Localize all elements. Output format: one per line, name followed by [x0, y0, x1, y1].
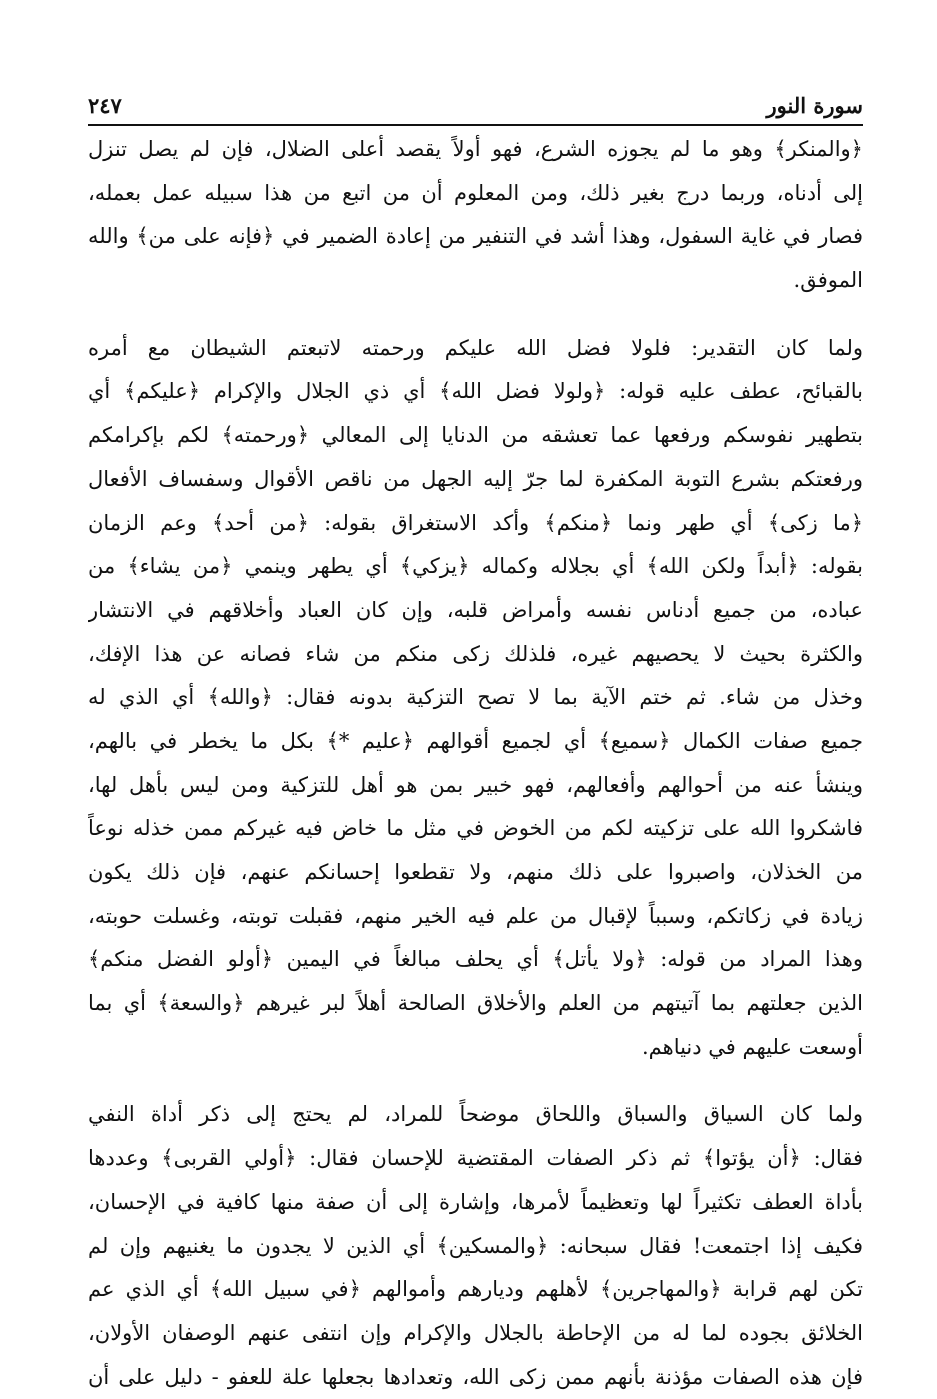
text-line: جميع صفات الكمال ﴿سميع﴾ أي لجميع أقوالهم ﴿عليم *﴾ بكل ما يخطر في بالهم، [88, 728, 863, 753]
text-line: وينشأ عنه من أحوالهم وأفعالهم، فهو خبير بمن هو أهل للتزكية ومن ليس بأهل لها، [88, 772, 863, 797]
text-line: ورفعتكم بشرع التوبة المكفرة لما جرّ إليه الجهل من ناقص الأقوال وسفساف الأفعال [88, 466, 863, 491]
text-line: وخذل من شاء. ثم ختم الآية بما لا تصح التزكية بدونه فقال: ﴿والله﴾ أي الذي له [88, 685, 863, 710]
surah-title: سورة النور [766, 93, 863, 118]
text-line: فقال: ﴿أن يؤتوا﴾ ثم ذكر الصفات المقتضية للإحسان فقال: ﴿أولي القربى﴾ وعددها [88, 1146, 863, 1171]
paragraph-1 [88, 128, 863, 303]
paragraph-gap [88, 1069, 863, 1093]
text-line: تكن لهم قرابة ﴿والمهاجرين﴾ لأهلهم وديارهم وأموالهم ﴿في سبيل الله﴾ أي الذي عم [88, 1277, 863, 1302]
paragraph-gap [88, 303, 863, 327]
text-line: من الخذلان، واصبروا على ذلك منهم، ولا تقطعوا إحسانكم عنهم، فإن ذلك يكون [88, 860, 863, 884]
text-line: بقوله: ﴿أبداً ولكن الله﴾ أي بجلاله وكماله ﴿يزكي﴾ أي يطهر وينمي ﴿من يشاء﴾ من [88, 554, 863, 579]
text-line: فصار في غاية السفول، وهذا أشد في التنفير من إعادة الضمير في ﴿فإنه على من﴾ والله [88, 224, 863, 249]
body-text [88, 128, 863, 1399]
text-line: أوسعت عليهم في دنياهم. [641, 1034, 863, 1059]
text-line: الخلائق بجوده لما له من الإحاطة بالجلال والإكرام وإن انتفى عنهم الوصفان الأولان، [88, 1320, 863, 1345]
text-line: فكيف إذا اجتمعت! فقال سبحانه: ﴿والمسكين﴾ أي الذين لا يجدون ما يغنيهم وإن لم [88, 1233, 863, 1258]
text-line: ﴿والمنكر﴾ وهو ما لم يجوزه الشرع، فهو أولاً يقصد أعلى الضلال، فإن لم يصل تنزل [88, 137, 863, 161]
paragraph-3 [88, 1093, 863, 1399]
text-line: ولما كان التقدير: فلولا فضل الله عليكم ورحمته لاتبعتم الشيطان مع أمره [88, 335, 863, 360]
text-line: عباده، من جميع أدناس نفسه وأمراض قلبه، وإن كان العباد وأخلاقهم في الانتشار [88, 597, 863, 622]
text-line: بالقبائح، عطف عليه قوله: ﴿ولولا فضل الله﴾ أي ذي الجلال والإكرام ﴿عليكم﴾ أي [88, 379, 863, 404]
text-line: زيادة في زكاتكم، وسبباً لإقبال من علم فيه الخير منهم، فقبلت توبته، وغسلت حوبته، [88, 903, 863, 928]
text-line: فاشكروا الله على تزكيته لكم من الخوض في مثل ما خاض فيه غيركم ممن خذله نوعاً [88, 816, 863, 841]
text-line: إلى أدناه، وربما درج بغير ذلك، ومن المعلوم أن من اتبع من هذا سبيله عمل بعمله، [88, 180, 863, 205]
paragraph-2 [88, 327, 863, 1070]
page-header [88, 86, 863, 126]
text-line: بتطهير نفوسكم ورفعها عما تعشقه من الدنايا إلى المعالي ﴿ورحمته﴾ لكم بإكرامكم [88, 423, 863, 448]
text-line: ﴿ما زكى﴾ أي طهر ونما ﴿منكم﴾ وأكد الاستغراق بقوله: ﴿من أحد﴾ وعم الزمان [88, 510, 863, 535]
text-line: الذين جعلتهم بما آتيتهم من العلم والأخلاق الصالحة أهلاً لبر غيرهم ﴿والسعة﴾ أي بما [88, 991, 863, 1016]
text-line: فإن هذه الصفات مؤذنة بأنهم ممن زكى الله، وتعدادها بجعلها علة للعفو - دليل على أن [88, 1364, 863, 1389]
text-line: وهذا المراد من قوله: ﴿ولا يأتل﴾ أي يحلف مبالغاً في اليمين ﴿أولو الفضل منكم﴾ [88, 947, 863, 972]
page-number: ٢٤٧ [88, 93, 122, 118]
text-line: الموفق. [793, 268, 863, 293]
text-line: بأداة العطف تكثيراً لها وتعظيماً لأمرها، وإشارة إلى أن صفة منها كافية في الإحسان، [88, 1189, 863, 1214]
text-line: والكثرة بحيث لا يحصيهم غيره، فلذلك زكى منكم من شاء فصانه عن هذا الإفك، [88, 641, 863, 666]
text-line: ولما كان السياق والسباق واللحاق موضحاً للمراد، لم يحتج إلى ذكر أداة النفي [88, 1102, 863, 1127]
